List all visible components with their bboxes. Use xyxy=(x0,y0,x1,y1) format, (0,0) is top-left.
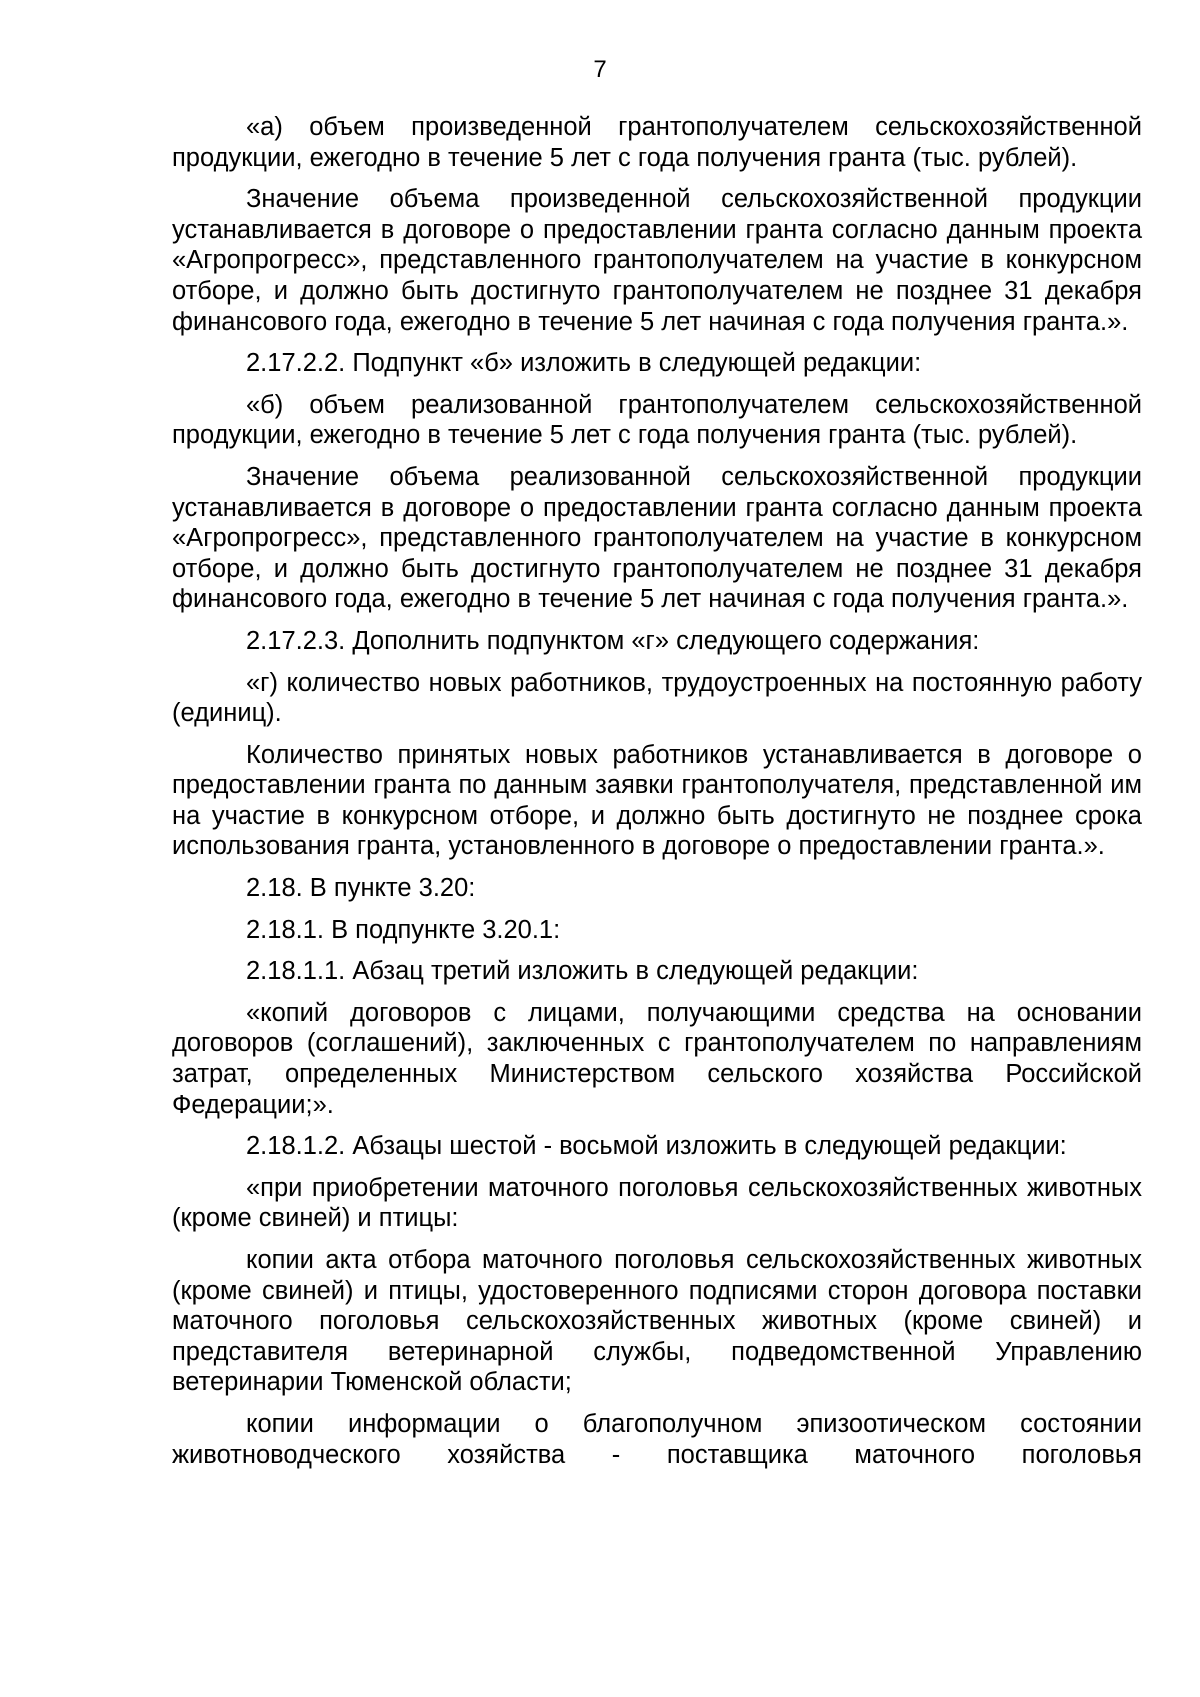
paragraph-2-18-1-1: 2.18.1.1. Абзац третий изложить в следующей редакции: xyxy=(246,957,919,986)
paragraph-2-17-2-2: 2.17.2.2. Подпункт «б» изложить в следующей редакции: xyxy=(246,349,922,378)
paragraph-2-18-1-2: 2.18.1.2. Абзацы шестой - восьмой изложить в следующей редакции: xyxy=(246,1132,1067,1161)
paragraph-new-workers: Количество принятых новых работников устанавливается в договоре о предоставлении гранта по данным заявки грантополучателя, представленной им на участие в конкурсном отборе, и должно быть достигнуто не позднее срока использования гранта, установленного в договоре о предоставлении гранта.». xyxy=(172,740,1142,861)
paragraph-selection-act-copies: копии акта отбора маточного поголовья сельскохозяйственных животных (кроме свиней) и птицы, удостоверенного подписями сторон договора поставки маточного поголовья сельскохозяйственных животных (кроме свиней) и представителя ветеринарной службы, подведомственной Управлению ветеринарии Тюменской области; xyxy=(172,1246,1142,1397)
paragraph-value-produced: Значение объема произведенной сельскохозяйственной продукции устанавливается в договоре о предоставлении гранта согласно данным проекта «Агропрогресс», представленного грантополучателем на участие в конкурсном отборе, и должно быть достигнуто грантополучателем не позднее 31 декабря финансового года, ежегодно в течение 5 лет начиная с года получения гранта.». xyxy=(172,185,1142,336)
paragraph-subitem-a: «а) объем произведенной грантополучателем сельскохозяйственной продукции, ежегодно в течение 5 лет с года получения гранта (тыс. рублей). xyxy=(172,113,1142,172)
paragraph-subitem-b: «б) объем реализованной грантополучателем сельскохозяйственной продукции, ежегодно в течение 5 лет с года получения гранта (тыс. рублей). xyxy=(172,390,1142,450)
paragraph-livestock-purchase: «при приобретении маточного поголовья сельскохозяйственных животных (кроме свиней) и птицы: xyxy=(172,1173,1142,1233)
paragraph-epizootic-info-copies: копии информации о благополучном эпизоотическом состоянии животноводческого хозяйства - поставщика маточного поголовья xyxy=(172,1409,1142,1469)
paragraph-2-18: 2.18. В пункте 3.20: xyxy=(246,874,476,903)
paragraph-2-18-1: 2.18.1. В подпункте 3.20.1: xyxy=(246,915,561,944)
paragraph-contract-copies: «копий договоров с лицами, получающими средства на основании договоров (соглашений), заключенных с грантополучателем по направлениям затрат, определенных Министерством сельского хозяйства Российской Федерации;». xyxy=(172,998,1142,1119)
document-body xyxy=(172,112,1142,1481)
paragraph-value-sold: Значение объема реализованной сельскохозяйственной продукции устанавливается в договоре о предоставлении гранта согласно данным проекта «Агропрогресс», представленного грантополучателем на участие в конкурсном отборе, и должно быть достигнуто грантополучателем не позднее 31 декабря финансового года, ежегодно в течение 5 лет начиная с года получения гранта.». xyxy=(172,462,1142,614)
paragraph-subitem-g: «г) количество новых работников, трудоустроенных на постоянную работу (единиц). xyxy=(172,668,1142,728)
page-number: 7 xyxy=(593,56,607,83)
paragraph-2-17-2-3: 2.17.2.3. Дополнить подпунктом «г» следующего содержания: xyxy=(246,626,980,655)
